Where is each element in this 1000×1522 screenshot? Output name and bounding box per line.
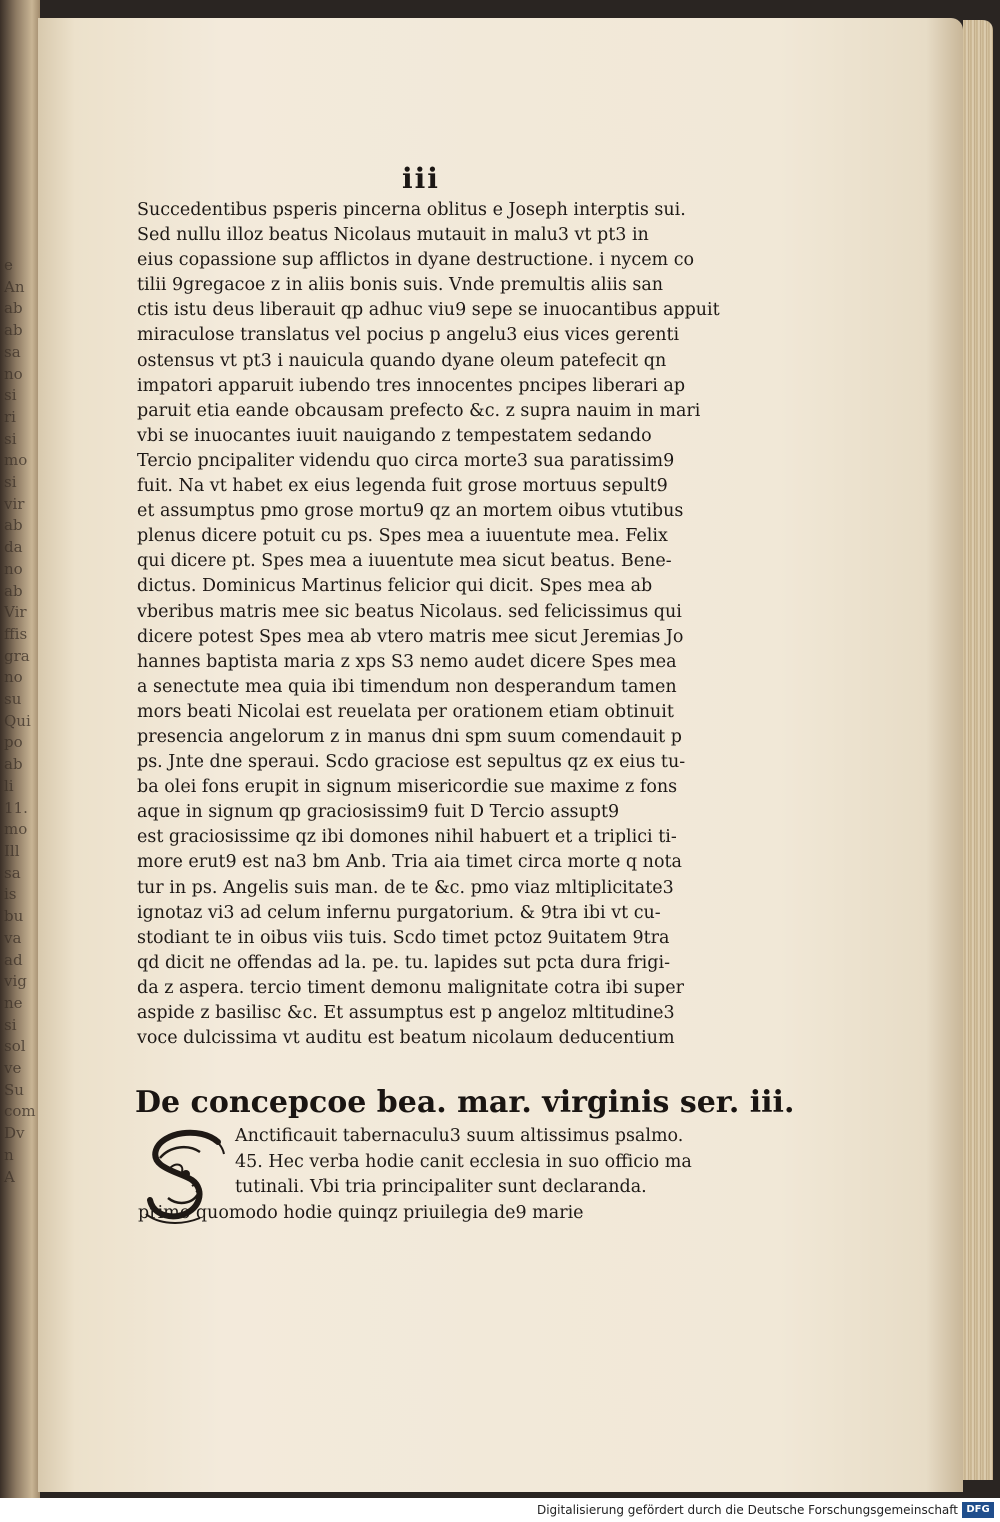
text-line: presencia angelorum z in manus dni spm suum comendauit p [137,726,682,747]
text-line: more erut9 est na3 bm Anb. Tria aia timet circa morte q nota [137,852,682,873]
text-line: vbi se inuocantes iuuit nauigando z tempestatem sedando [137,425,652,446]
text-line: hannes baptista maria z xps S3 nemo audet dicere Spes mea [137,651,677,672]
text-line: eius copassione sup afflictos in dyane destructione. i nycem co [137,250,695,271]
text-line: stodiant te in oibus viis tuis. Scdo timet pctoz 9uitatem 9tra [137,927,670,948]
sermon-opening-text [138,1124,735,1226]
text-line: 45. Hec verba hodie canit ecclesia in suo officio ma [235,1151,692,1172]
text-line: ba olei fons erupit in signum misericordie sue maxime z fons [137,777,678,798]
funding-credit: Digitalisierung gefördert durch die Deutsche Forschungsgemeinschaft [536,1503,958,1517]
folio-number: iii [402,162,440,195]
body-text [137,198,737,1051]
text-line: ignotaz vi3 ad celum infernu purgatorium. & 9tra ibi vt cu- [137,902,661,923]
text-line: et assumptus pmo grose mortu9 qz an mortem oibus vtutibus [137,501,684,522]
page-edges [963,20,993,1480]
text-line: ostensus vt pt3 i nauicula quando dyane oleum patefecit qn [137,350,667,371]
text-line: Succedentibus psperis pincerna oblitus e Joseph interptis sui. [137,200,686,220]
dfg-logo: DFG [962,1502,994,1518]
text-line: qui dicere pt. Spes mea a iuuentute mea sicut beatus. Bene- [137,551,672,572]
text-line: qd dicit ne offendas ad la. pe. tu. lapides sut pcta dura frigi- [137,952,670,973]
text-line: dicere potest Spes mea ab vtero matris mee sicut Jeremias Jo [137,626,684,647]
text-line: tur in ps. Angelis suis man. de te &c. pmo viaz mltiplicitate3 [137,877,674,898]
text-line: aque in signum qp graciosissim9 fuit D Tercio assupt9 [137,802,620,823]
text-line: Sed nullu illoz beatus Nicolaus mutauit in malu3 vt pt3 in [137,225,649,246]
text-line: tilii 9gregacoe z in aliis bonis suis. Vnde premultis aliis san [137,275,664,296]
left-page-fragments: e An ab ab sa no si ri si mo si vir ab da no ab Vir ffis gra no su Qui po ab li 11. mo Ill sa is bu va ad vig ne si sol ve Su com Dv n A [4,256,36,1186]
text-line: tutinali. Vbi tria principaliter sunt declaranda. [235,1177,647,1197]
text-line: miraculose translatus vel pocius p angelu3 eius vices gerenti [137,325,680,346]
text-line: Tercio pncipaliter videndu quo circa morte3 sua paratissim9 [137,450,675,471]
text-line: ctis istu deus liberauit qp adhuc viu9 sepe se inuocantibus appuit [137,300,720,321]
text-line: paruit etia eande obcausam prefecto &c. z supra nauim in mari [137,400,701,421]
text-line: impatori apparuit iubendo tres innocentes pncipes liberari ap [137,375,686,396]
text-line: dictus. Dominicus Martinus felicior qui dicit. Spes mea ab [137,576,653,597]
text-line: fuit. Na vt habet ex eius legenda fuit grose mortuus sepult9 [137,476,668,497]
text-line: plenus dicere potuit cu ps. Spes mea a iuuentute mea. Felix [137,526,668,547]
text-line: aspide z basilisc &c. Et assumptus est p angeloz mltitudine3 [137,1003,675,1023]
text-line: mors beati Nicolai est reuelata per orationem etiam obtinuit [137,701,674,722]
text-line: Anctificauit tabernaculu3 suum altissimus psalmo. [235,1126,684,1146]
footer-bar [0,1498,1000,1522]
sermon-heading: De concepcoe bea. mar. virginis ser. iii. [135,1085,795,1120]
text-line: a senectute mea quia ibi timendum non desperandum tamen [137,676,677,697]
left-page-edge [0,0,40,1498]
text-line: da z aspera. tercio timent demonu malignitate cotra ibi super [137,977,684,998]
text-line: vberibus matris mee sic beatus Nicolaus. sed felicissimus qui [137,601,682,622]
text-line: primo quomodo hodie quinqz priuilegia de9 marie [138,1202,584,1223]
text-line: est graciosissime qz ibi domones nihil habuert et a triplici ti- [137,827,677,848]
text-line: voce dulcissima vt auditu est beatum nicolaum deducentium [137,1028,675,1049]
text-line: ps. Jnte dne speraui. Scdo graciose est sepultus qz ex eius tu- [137,752,686,773]
